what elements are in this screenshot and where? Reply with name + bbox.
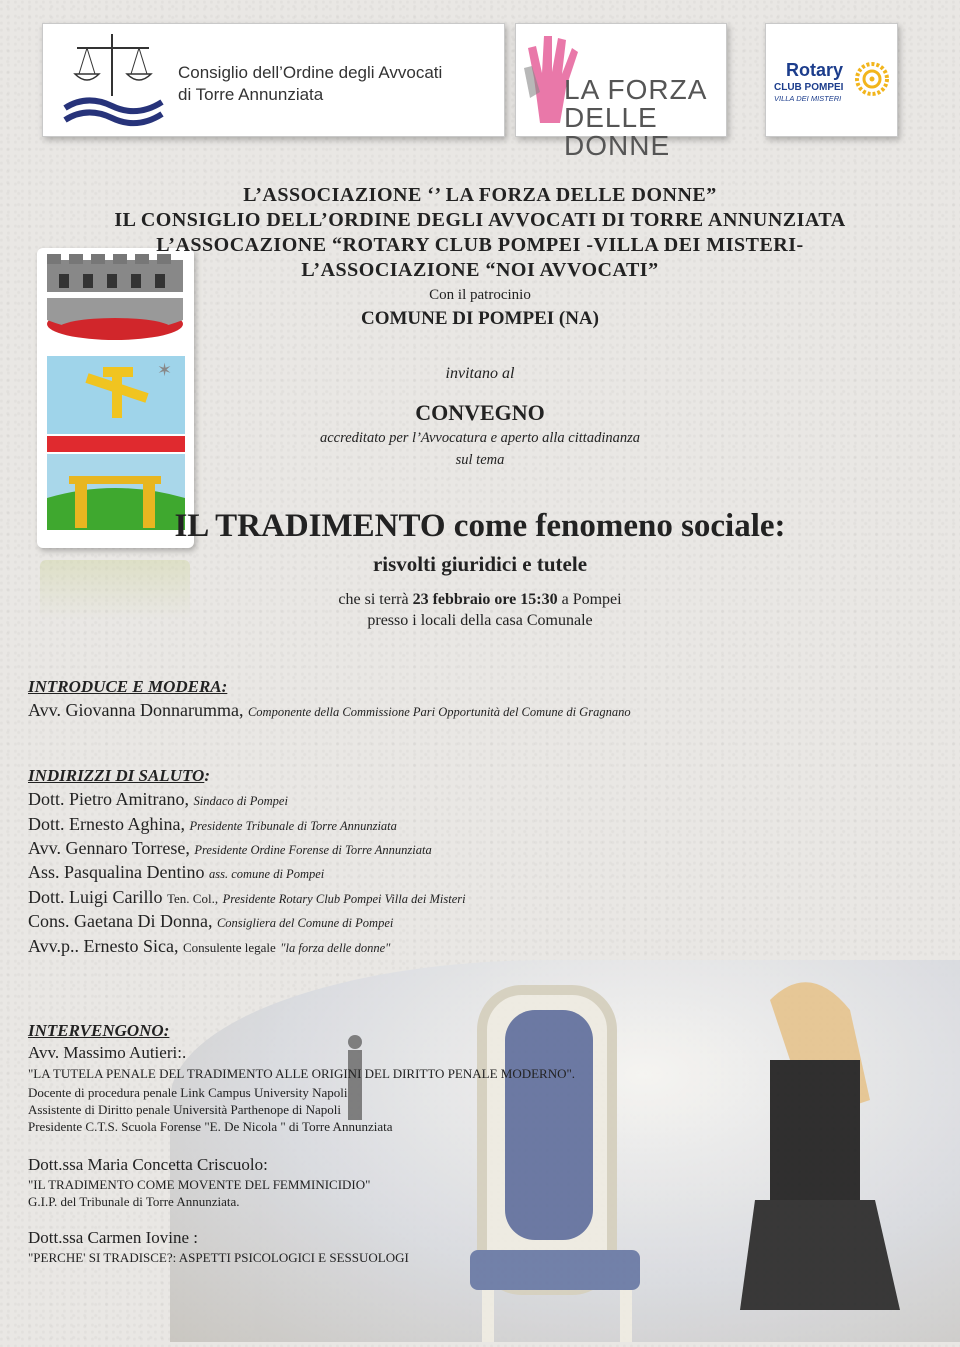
scales-of-justice-icon: [57, 26, 167, 134]
intro-heading: INTRODUCE E MODERA:: [28, 677, 228, 696]
ordine-line2: di Torre Annunziata: [178, 85, 324, 104]
person-role: ass. comune di Pompei: [208, 867, 325, 881]
speaker-1-talk: "LA TUTELA PENALE DEL TRADIMENTO ALLE ORIGINI DEL DIRITTO PENALE MODERNO".: [28, 1066, 576, 1081]
event-type: CONVEGNO: [415, 400, 545, 425]
speaker-1-credential: Assistente di Diritto penale Università Parthenope di Napoli: [28, 1102, 342, 1117]
accreditation-text: accreditato per l’Avvocatura e aperto alla cittadinanza: [319, 430, 640, 446]
moderator-role: Componente della Commissione Pari Opportunità del Comune di Gragnano: [247, 705, 631, 719]
person-rank: Ten. Col.,: [167, 891, 219, 906]
la-forza-delle-donne-logo: [515, 23, 727, 161]
speaker-2-name: Dott.ssa Maria Concetta Criscuolo:: [28, 1155, 268, 1174]
rotary-villa-name: VILLA DEI MISTERI: [774, 94, 842, 103]
patronage-entity: COMUNE DI POMPEI (NA): [360, 308, 599, 329]
organizer-line-2: IL CONSIGLIO DELL’ORDINE DEGLI AVVOCATI DI TORRE ANNUNZIATA: [114, 209, 846, 231]
event-date-line: [0, 591, 960, 609]
rotary-club-logo: [765, 23, 898, 137]
person-name: Dott. Luigi Carillo: [28, 887, 163, 907]
organizer-line-4: L’ASSOCIAZIONE “NOI AVVOCATI”: [301, 259, 659, 281]
speakers-heading: INTERVENGONO:: [28, 1021, 170, 1040]
forza-line2: DELLE DONNE: [564, 102, 671, 161]
person-role: Presidente Rotary Club Pompei Villa dei Misteri: [222, 892, 466, 906]
greetings-heading: [28, 766, 210, 786]
person-role: Presidente Tribunale di Torre Annunziata: [189, 819, 397, 833]
greetings-colon: :: [204, 766, 210, 785]
greeting-person: [28, 911, 393, 932]
greeting-person: [28, 887, 466, 908]
speaker-3-talk: "PERCHE' SI TRADISCE?: ASPETTI PSICOLOGICI E SESSUOLOGI: [28, 1250, 409, 1265]
greeting-person: [28, 862, 324, 883]
date-prefix: che si terrà: [338, 591, 413, 608]
rotary-wordmark: Rotary: [786, 60, 844, 80]
speaker-1-credential: Presidente C.T.S. Scuola Forense "E. De Nicola " di Torre Annunziata: [28, 1119, 393, 1134]
greetings-heading-text: INDIRIZZI DI SALUTO: [28, 766, 205, 785]
theme-label: sul tema: [455, 452, 505, 468]
ordine-avvocati-logo: [42, 23, 505, 137]
ordine-line1: Consiglio dell’Ordine degli Avvocati: [178, 63, 443, 82]
person-name: Ass. Pasqualina Dentino: [28, 862, 205, 882]
organizer-line-1: L’ASSOCIAZIONE ‘’ LA FORZA DELLE DONNE”: [243, 184, 717, 206]
rotary-wheel-icon: [855, 62, 889, 96]
patronage-label: Con il patrocinio: [429, 287, 531, 303]
speaker-2-talk: "IL TRADIMENTO COME MOVENTE DEL FEMMINICIDIO": [28, 1177, 371, 1192]
invite-text: invitano al: [445, 365, 515, 382]
speaker-1-name: Avv. Massimo Autieri:.: [28, 1043, 187, 1062]
speaker-3-name: Dott.ssa Carmen Iovine :: [28, 1228, 198, 1247]
greeting-person: [28, 789, 288, 810]
person-role: Sindaco di Pompei: [193, 794, 288, 808]
speaker-2-credential: G.I.P. del Tribunale di Torre Annunziata.: [28, 1194, 240, 1209]
greeting-person: [28, 814, 397, 835]
person-name: Cons. Gaetana Di Donna,: [28, 911, 213, 931]
person-rank: Consulente legale: [182, 940, 276, 955]
event-location: presso i locali della casa Comunale: [367, 612, 593, 629]
date-suffix: a Pompei: [557, 591, 622, 608]
person-role: Presidente Ordine Forense di Torre Annunziata: [194, 843, 432, 857]
forza-line1: LA FORZA: [564, 74, 708, 105]
ordine-name: [178, 62, 442, 106]
person-name: Dott. Pietro Amitrano,: [28, 789, 189, 809]
moderator: [28, 700, 631, 721]
person-name: Dott. Ernesto Aghina,: [28, 814, 185, 834]
forza-wordmark: [564, 76, 726, 160]
person-name: Avv.p.. Ernesto Sica,: [28, 936, 179, 956]
event-date: 23 febbraio ore 15:30: [412, 591, 558, 608]
person-role: "la forza delle donne": [280, 941, 391, 955]
greeting-person: [28, 838, 432, 859]
person-name: Avv. Gennaro Torrese,: [28, 838, 190, 858]
greeting-person: [28, 936, 390, 957]
rotary-club-name: CLUB POMPEI: [774, 82, 844, 93]
svg-text:✶: ✶: [157, 360, 173, 381]
event-title: IL TRADIMENTO come fenomeno sociale:: [174, 508, 786, 544]
chair-and-woman-illustration: [170, 960, 960, 1342]
person-role: Consigliera del Comune di Pompei: [216, 916, 394, 930]
organizer-line-3: L’ASSOCAZIONE “ROTARY CLUB POMPEI -VILLA DEI MISTERI-: [156, 234, 804, 256]
moderator-name: Avv. Giovanna Donnarumma,: [28, 700, 244, 720]
event-subtitle: risvolti giuridici e tutele: [372, 552, 588, 576]
background-photo: [170, 960, 960, 1342]
speaker-1-credential: Docente di procedura penale Link Campus University Napoli: [28, 1085, 348, 1100]
